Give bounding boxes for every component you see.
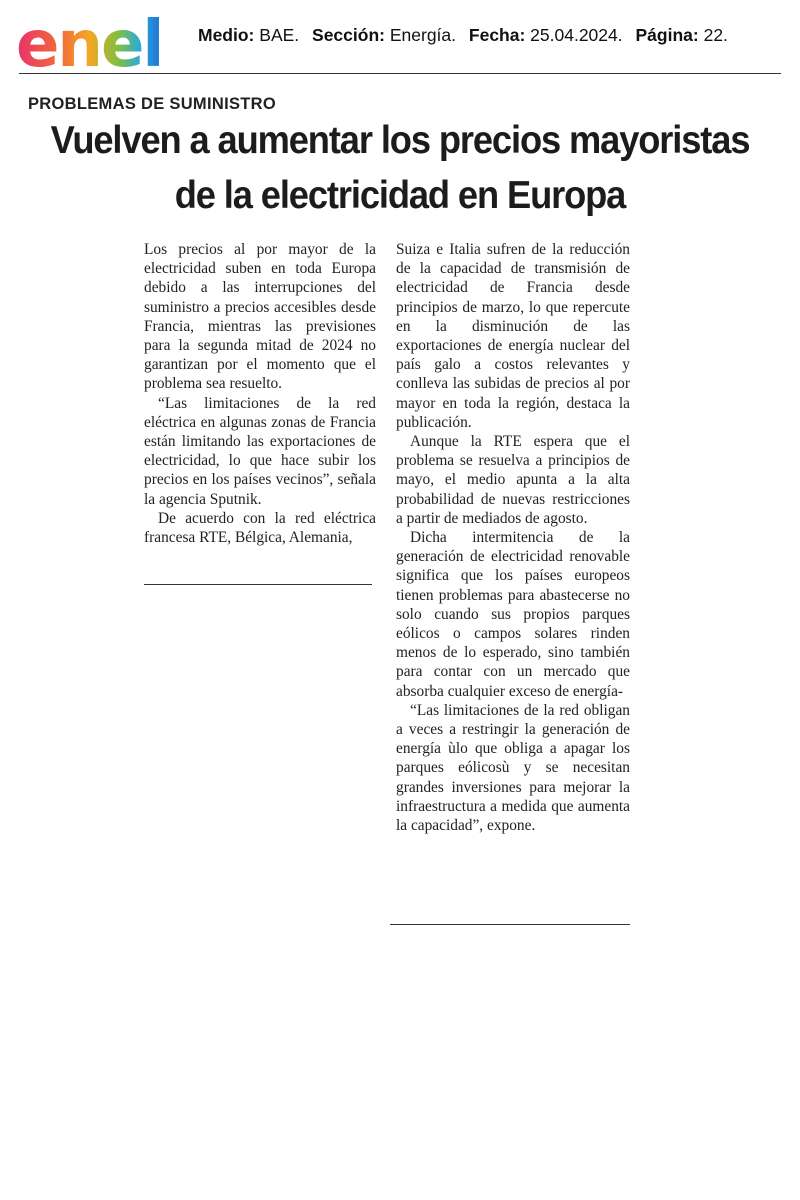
header-divider xyxy=(19,73,781,74)
paragraph: “Las limitaciones de la red eléctrica en algunas zonas de Francia están limitando las exportaciones de electricidad, lo que hace subir los precios en los países vecinos”, señala la agencia Sputnik. xyxy=(144,394,376,508)
paragraph: De acuerdo con la red eléctrica francesa RTE, Bélgica, Alemania, xyxy=(144,509,376,547)
headline-line-2: de la electricidad en Europa xyxy=(174,174,626,217)
article-headline xyxy=(37,113,762,223)
paragraph: Aunque la RTE espera que el problema se resuelva a principios de mayo, el medio apunta a la alta probabilidad de nuevas restricciones a partir de mediados de agosto. xyxy=(396,433,630,527)
pagina-label: Página: xyxy=(635,25,699,45)
article-column-right xyxy=(396,240,630,835)
column-end-rule-right xyxy=(390,924,630,925)
medio-value: BAE. xyxy=(259,25,300,45)
article-kicker: PROBLEMAS DE SUMINISTRO xyxy=(28,95,276,113)
paragraph: Los precios al por mayor de la electricidad suben en toda Europa debido a las interrupciones del suministro a precios accesibles desde Francia, mientras las previsiones para la segunda mitad de 2024 no garantizan por el momento que el problema sea resuelto. xyxy=(144,241,376,393)
enel-logo xyxy=(16,8,178,72)
headline-line-1: Vuelven a aumentar los precios mayoristas xyxy=(50,119,750,162)
seccion-label: Sección: xyxy=(312,25,385,45)
medio-label: Medio: xyxy=(198,25,255,45)
paragraph: Suiza e Italia sufren de la reducción de la capacidad de transmisión de electricidad de Francia desde principios de marzo, lo que repercute en la disminución de las exportaciones de energía nuclear del país galo a costos relevantes y conlleva las subidas de precios al por mayor en toda la región, destaca la publicación. xyxy=(396,241,630,431)
fecha-value: 25.04.2024. xyxy=(530,25,623,45)
logo-text: enel xyxy=(16,8,163,72)
column-end-rule-left xyxy=(144,584,372,585)
paragraph: “Las limitaciones de la red obligan a veces a restringir la generación de energía ùlo que obliga a apagar los parques eólicosù y se necesitan grandes inversiones para mejorar la infraestructura a medida que aumenta la capacidad”, expone. xyxy=(396,701,630,835)
pagina-value: 22. xyxy=(703,25,728,45)
paragraph: Dicha intermitencia de la generación de electricidad renovable significa que los países europeos tienen problemas para abastecerse no solo cuando sus propios parques eólicos o campos solares rinden menos de lo esperado, sino también para contar con un mercado que absorba cualquier exceso de energía- xyxy=(396,529,630,700)
fecha-label: Fecha: xyxy=(468,25,526,45)
press-clipping-info xyxy=(198,25,728,46)
seccion-value: Energía. xyxy=(389,25,457,45)
article-column-left xyxy=(144,240,376,547)
